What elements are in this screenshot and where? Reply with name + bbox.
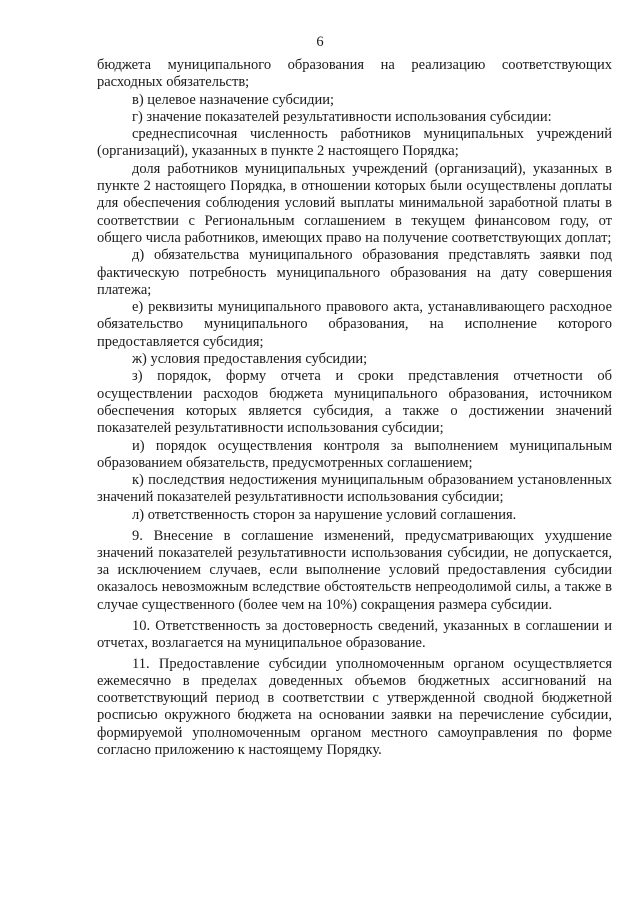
paragraph-item-l: л) ответственность сторон за нарушение условий соглашения. bbox=[132, 506, 517, 523]
paragraph-continuation: бюджета муниципального образования на реализацию соответствующих расходных обязательств; bbox=[97, 57, 612, 91]
paragraph-item-z: з) порядок, форму отчета и сроки представления отчетности об осуществлении расходов бюджета муниципального образования, источником обеспечения которых является субсидия, а также о достижении значений показателей результативности использования субсидии; bbox=[97, 368, 612, 437]
page-number: 6 bbox=[316, 34, 324, 50]
paragraph-item-zh: ж) условия предоставления субсидии; bbox=[132, 351, 368, 368]
paragraph-item-d: д) обязательства муниципального образования представлять заявки под фактическую потребность муниципального образования на дату совершения платежа; bbox=[97, 247, 612, 298]
paragraph-item-g: г) значение показателей результативности использования субсидии: bbox=[132, 108, 552, 125]
paragraph-clause-9: 9. Внесение в соглашение изменений, предусматривающих ухудшение значений показателей результативности использования субсидии, не допускается, за исключением случаев, если выполнение условий предоставления субсидии оказалось невозможным вследствие обстоятельств непреодолимой силы, а также в случае существенного (более чем на 10%) сокращения размера субсидии. bbox=[97, 527, 612, 613]
paragraph-item-e: е) реквизиты муниципального правового акта, устанавливающего расходное обязательство муниципального образования, на исполнение которого предоставляется субсидия; bbox=[97, 299, 612, 350]
paragraph-clause-11: 11. Предоставление субсидии уполномоченным органом осуществляется ежемесячно в пределах доведенных объемов бюджетных ассигнований на соответствующий период в соответствии с утвержденной сводной бюджетной росписью окружного бюджета на основании заявки на перечисление субсидии, формируемой уполномоченным органом местного самоуправления по форме согласно приложению к настоящему Порядку. bbox=[97, 655, 612, 759]
paragraph-item-i: и) порядок осуществления контроля за выполнением муниципальным образованием обязательств, предусмотренных соглашением; bbox=[97, 437, 612, 471]
paragraph-item-k: к) последствия недостижения муниципальным образованием установленных значений показателей результативности использования субсидии; bbox=[97, 472, 612, 506]
paragraph-indicator-share: доля работников муниципальных учреждений (организаций), указанных в пункте 2 настоящего Порядка, в отношении которых были осуществлены доплаты для обеспечения соблюдения условий выплаты минимальной заработной платы в соответствии с Региональным соглашением в текущем финансовом году, от общего числа работников, имеющих право на получение соответствующих доплат; bbox=[97, 160, 612, 246]
paragraph-clause-10: 10. Ответственность за достоверность сведений, указанных в соглашении и отчетах, возлагается на муниципальное образование. bbox=[97, 617, 612, 651]
paragraph-item-v: в) целевое назначение субсидии; bbox=[132, 91, 335, 108]
paragraph-indicator-headcount: среднесписочная численность работников муниципальных учреждений (организаций), указанных в пункте 2 настоящего Порядка; bbox=[97, 126, 612, 160]
document-body bbox=[97, 57, 612, 759]
